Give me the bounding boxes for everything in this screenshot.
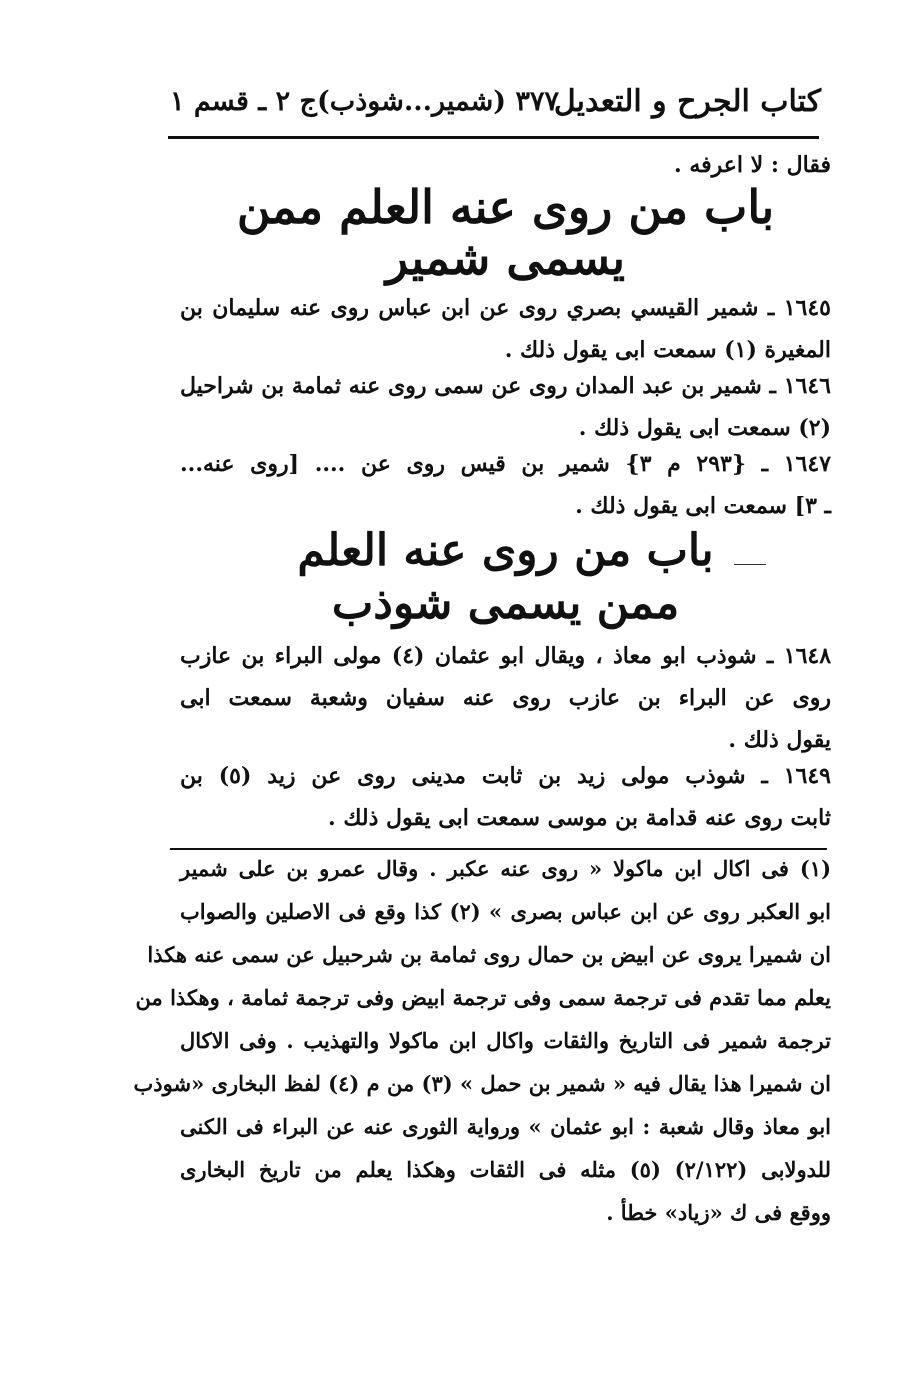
footnote-line: ووقع فى ك «زياد» خطأ . [606, 1200, 831, 1225]
entry-1646 [180, 373, 831, 442]
entry-line: يقول ذلك . [728, 726, 831, 753]
entry-line: ١٦٤٨ ـ شوذب ابو معاذ ، ويقال ابو عثمان (٤) مولى البراء بن عازب [180, 642, 832, 669]
entry-line: ـ ٣] سمعت ابى يقول ذلك . [575, 493, 831, 520]
footnote-line: ان شميرا هذا يقال فيه « شمير بن حمل » (٣) من م (٤) لفظ البخارى «شوذب [133, 1071, 831, 1096]
footnotes [133, 856, 832, 1245]
entry-line: (٢) سمعت ابى يقول ذلك . [578, 415, 831, 442]
running-header [170, 84, 821, 128]
footnote-line: للدولابى (٢/١٢٢) (٥) مثله فى الثقات وهكذا يعلم من تاريخ البخارى [180, 1157, 831, 1182]
entry-1648 [180, 642, 832, 753]
book-title: كتاب الجرح و التعديل [553, 84, 821, 119]
intro-line: فقال : لا اعرفه . [674, 152, 831, 178]
footnote-rule [170, 848, 827, 850]
entry-line: روى عن البراء بن عازب روى عنه سفيان وشعبة سمعت ابى [180, 684, 831, 711]
footnote-line: ابو العكبر روى عن ابن عباس بصرى » (٢) كذا وقع فى الاصلين والصواب [180, 899, 832, 924]
entry-1645 [180, 295, 831, 364]
main-text [180, 146, 831, 829]
margin-mark [734, 564, 766, 565]
section-title-shawdhab-2: ممن يسمى شوذب [331, 577, 680, 629]
footnote-line: (١) فى اكال ابن ماكولا « روى عنه عكبر . وقال عمرو بن على شمير [180, 856, 831, 881]
entry-1649 [180, 762, 831, 831]
entry-line: ١٦٤٧ ـ {٢٩٣ م ٣} شمير بن قيس روى عن .... [روى عنه... [180, 451, 831, 478]
entry-line: ١٦٤٥ ـ شمير القيسي بصري روى عن ابن عباس روى عنه سليمان بن [180, 295, 831, 322]
entry-line: ١٦٤٦ ـ شمير بن عبد المدان روى عن سمى روى عنه ثمامة بن شراحيل [180, 373, 831, 400]
section-title-shawdhab-1: باب من روى عنه العلم [297, 525, 714, 577]
volume-info: ج ٢ ـ قسم ١ [170, 86, 317, 117]
footnote-line: ابو معاذ وقال شعبة : ابو عثمان » ورواية الثورى عنه عن البراء فى الكنى [180, 1114, 831, 1139]
entry-1647 [180, 451, 831, 520]
section-title-shamir: باب من روى عنه العلم ممن يسمى شمير [236, 180, 775, 285]
entry-line: ١٦٤٩ ـ شوذب مولى زيد بن ثابت مدينى روى عن زيد (٥) بن [180, 762, 831, 789]
entry-line: المغيرة (١) سمعت ابى يقول ذلك . [504, 337, 831, 364]
header-rule [168, 136, 819, 139]
footnote-line: يعلم مما تقدم فى ترجمة سمى وفى ترجمة ابيض وفى ترجمة ثمامة ، وهكذا من [135, 985, 831, 1010]
entry-line: ثابت روى عنه قدامة بن موسى سمعت ابى يقول ذلك . [328, 804, 831, 831]
page-number: ٣٧٧ (شمير...شوذب) [317, 86, 559, 117]
footnote-line: ان شميرا يروى عن ابيض بن حمال روى ثمامة بن شرحبيل عن سمى عنه هكذا [147, 942, 831, 967]
footnote-line: ترجمة شمير فى التاريخ والثقات واكال ابن ماكولا والتهذيب . وفى الاكال [180, 1028, 831, 1053]
